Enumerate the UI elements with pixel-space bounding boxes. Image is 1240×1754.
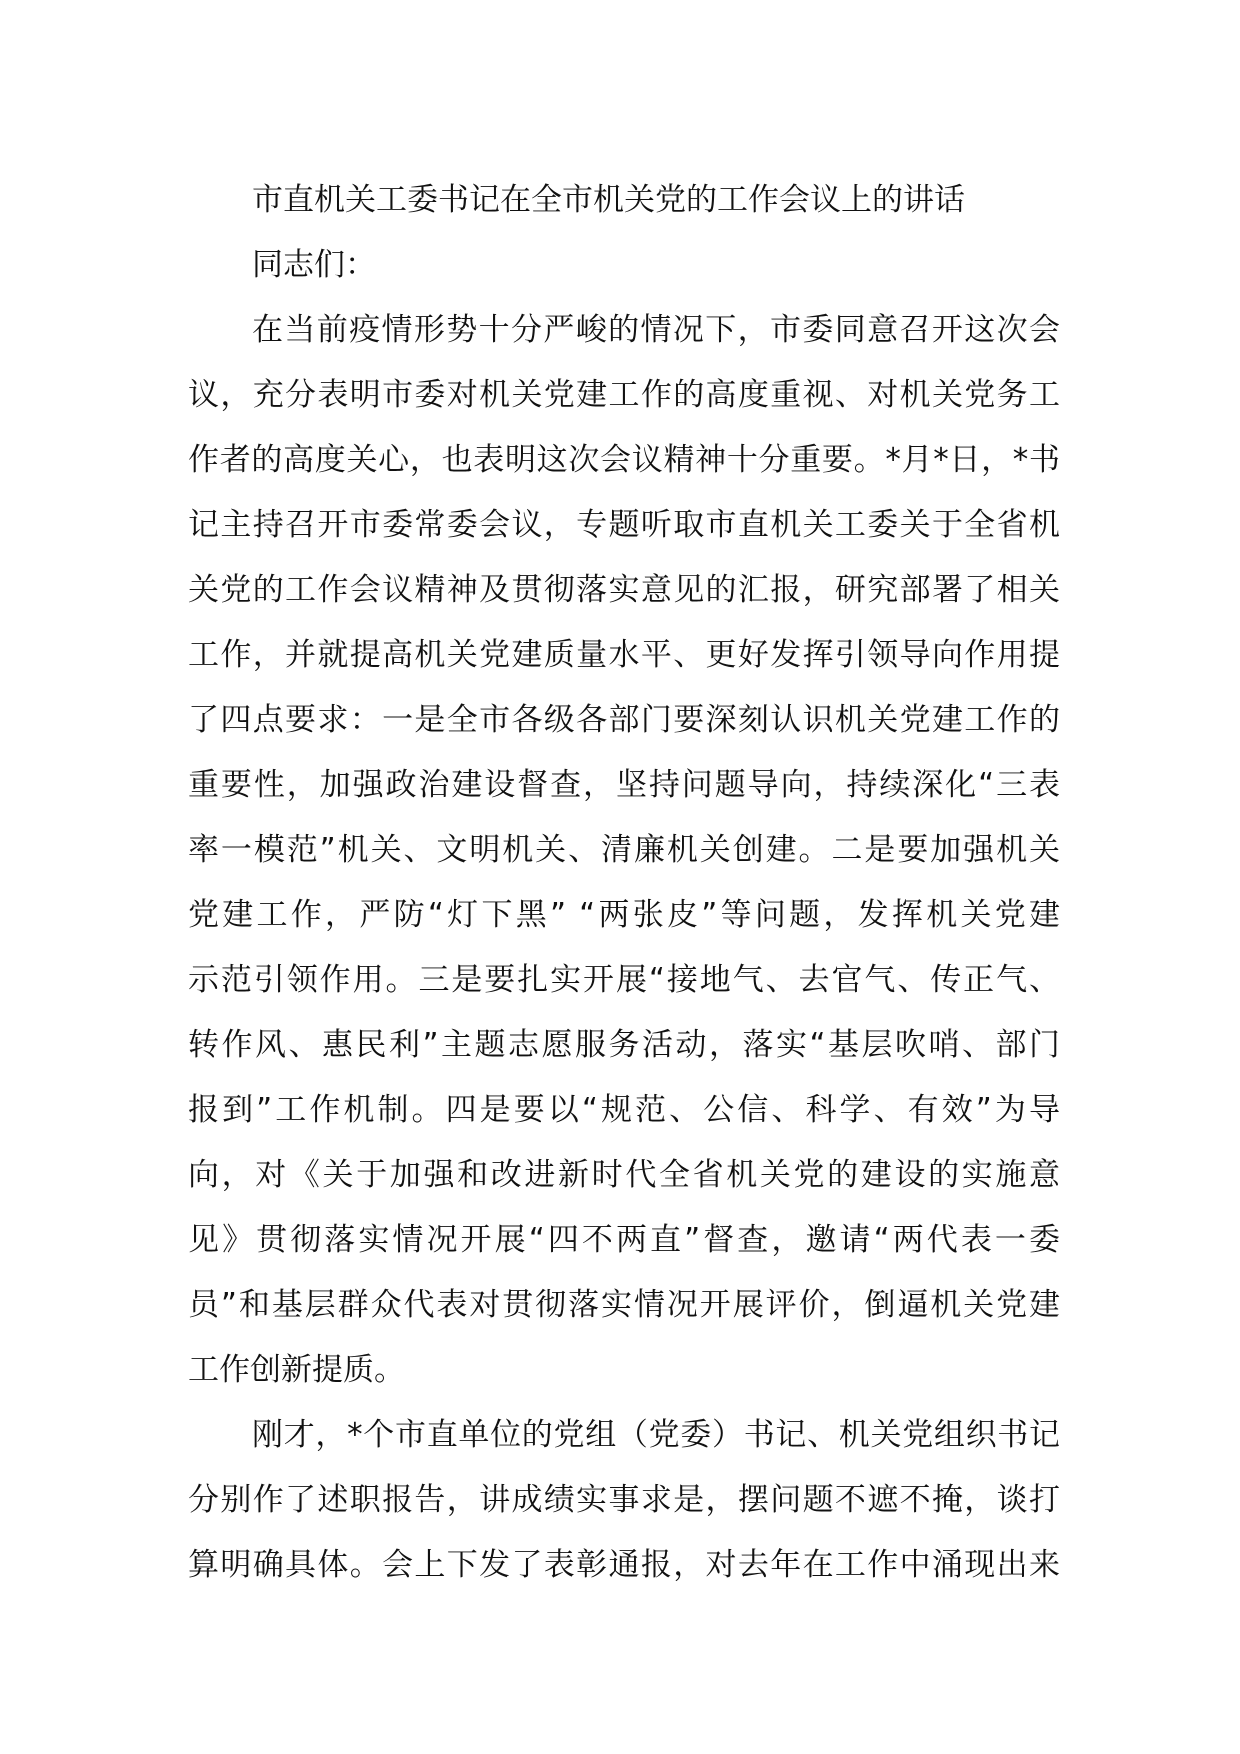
paragraph-line: 率一模范”机关、文明机关、清廉机关创建。二是要加强机关 [188, 832, 1060, 868]
paragraph-line: 工作，并就提高机关党建质量水平、更好发挥引领导向作用提 [188, 637, 1060, 673]
paragraph-line: 工作创新提质。 [188, 1352, 405, 1388]
paragraph-line: 员”和基层群众代表对贯彻落实情况开展评价，倒逼机关党建 [188, 1287, 1060, 1323]
paragraph-line: 党建工作，严防“灯下黑” “两张皮”等问题，发挥机关党建 [188, 897, 1060, 933]
paragraph-line: 转作风、惠民利”主题志愿服务活动，落实“基层吹哨、部门 [188, 1027, 1060, 1063]
document-title: 市直机关工委书记在全市机关党的工作会议上的讲话 [252, 182, 965, 218]
paragraph-line: 算明确具体。会上下发了表彰通报，对去年在工作中涌现出来 [188, 1547, 1060, 1583]
paragraph-line: 向，对《关于加强和改进新时代全省机关党的建设的实施意 [188, 1157, 1060, 1193]
paragraph-line: 议，充分表明市委对机关党建工作的高度重视、对机关党务工 [188, 377, 1060, 413]
paragraph-1 [188, 298, 1060, 1403]
paragraph-line: 分别作了述职报告，讲成绩实事求是，摆问题不遮不掩，谈打 [188, 1482, 1060, 1518]
paragraph-line: 重要性，加强政治建设督查，坚持问题导向，持续深化“三表 [188, 767, 1060, 803]
paragraph-line: 记主持召开市委常委会议，专题听取市直机关工委关于全省机 [188, 507, 1060, 543]
paragraph-line: 刚才，*个市直单位的党组（党委）书记、机关党组织书记 [252, 1417, 1060, 1453]
paragraph-line: 报到”工作机制。四是要以“规范、公信、科学、有效”为导 [188, 1092, 1060, 1128]
paragraph-line: 在当前疫情形势十分严峻的情况下，市委同意召开这次会 [252, 312, 1060, 348]
paragraph-line: 了四点要求：一是全市各级各部门要深刻认识机关党建工作的 [188, 702, 1060, 738]
paragraph-line: 作者的高度关心，也表明这次会议精神十分重要。*月*日，*书 [188, 442, 1060, 478]
salutation: 同志们： [252, 247, 376, 283]
paragraph-2 [188, 1403, 1060, 1598]
document-body [188, 168, 1060, 1598]
paragraph-line: 见》贯彻落实情况开展“四不两直”督查，邀请“两代表一委 [188, 1222, 1060, 1258]
paragraph-line: 示范引领作用。三是要扎实开展“接地气、去官气、传正气、 [188, 962, 1060, 998]
paragraph-line: 关党的工作会议精神及贯彻落实意见的汇报，研究部署了相关 [188, 572, 1060, 608]
